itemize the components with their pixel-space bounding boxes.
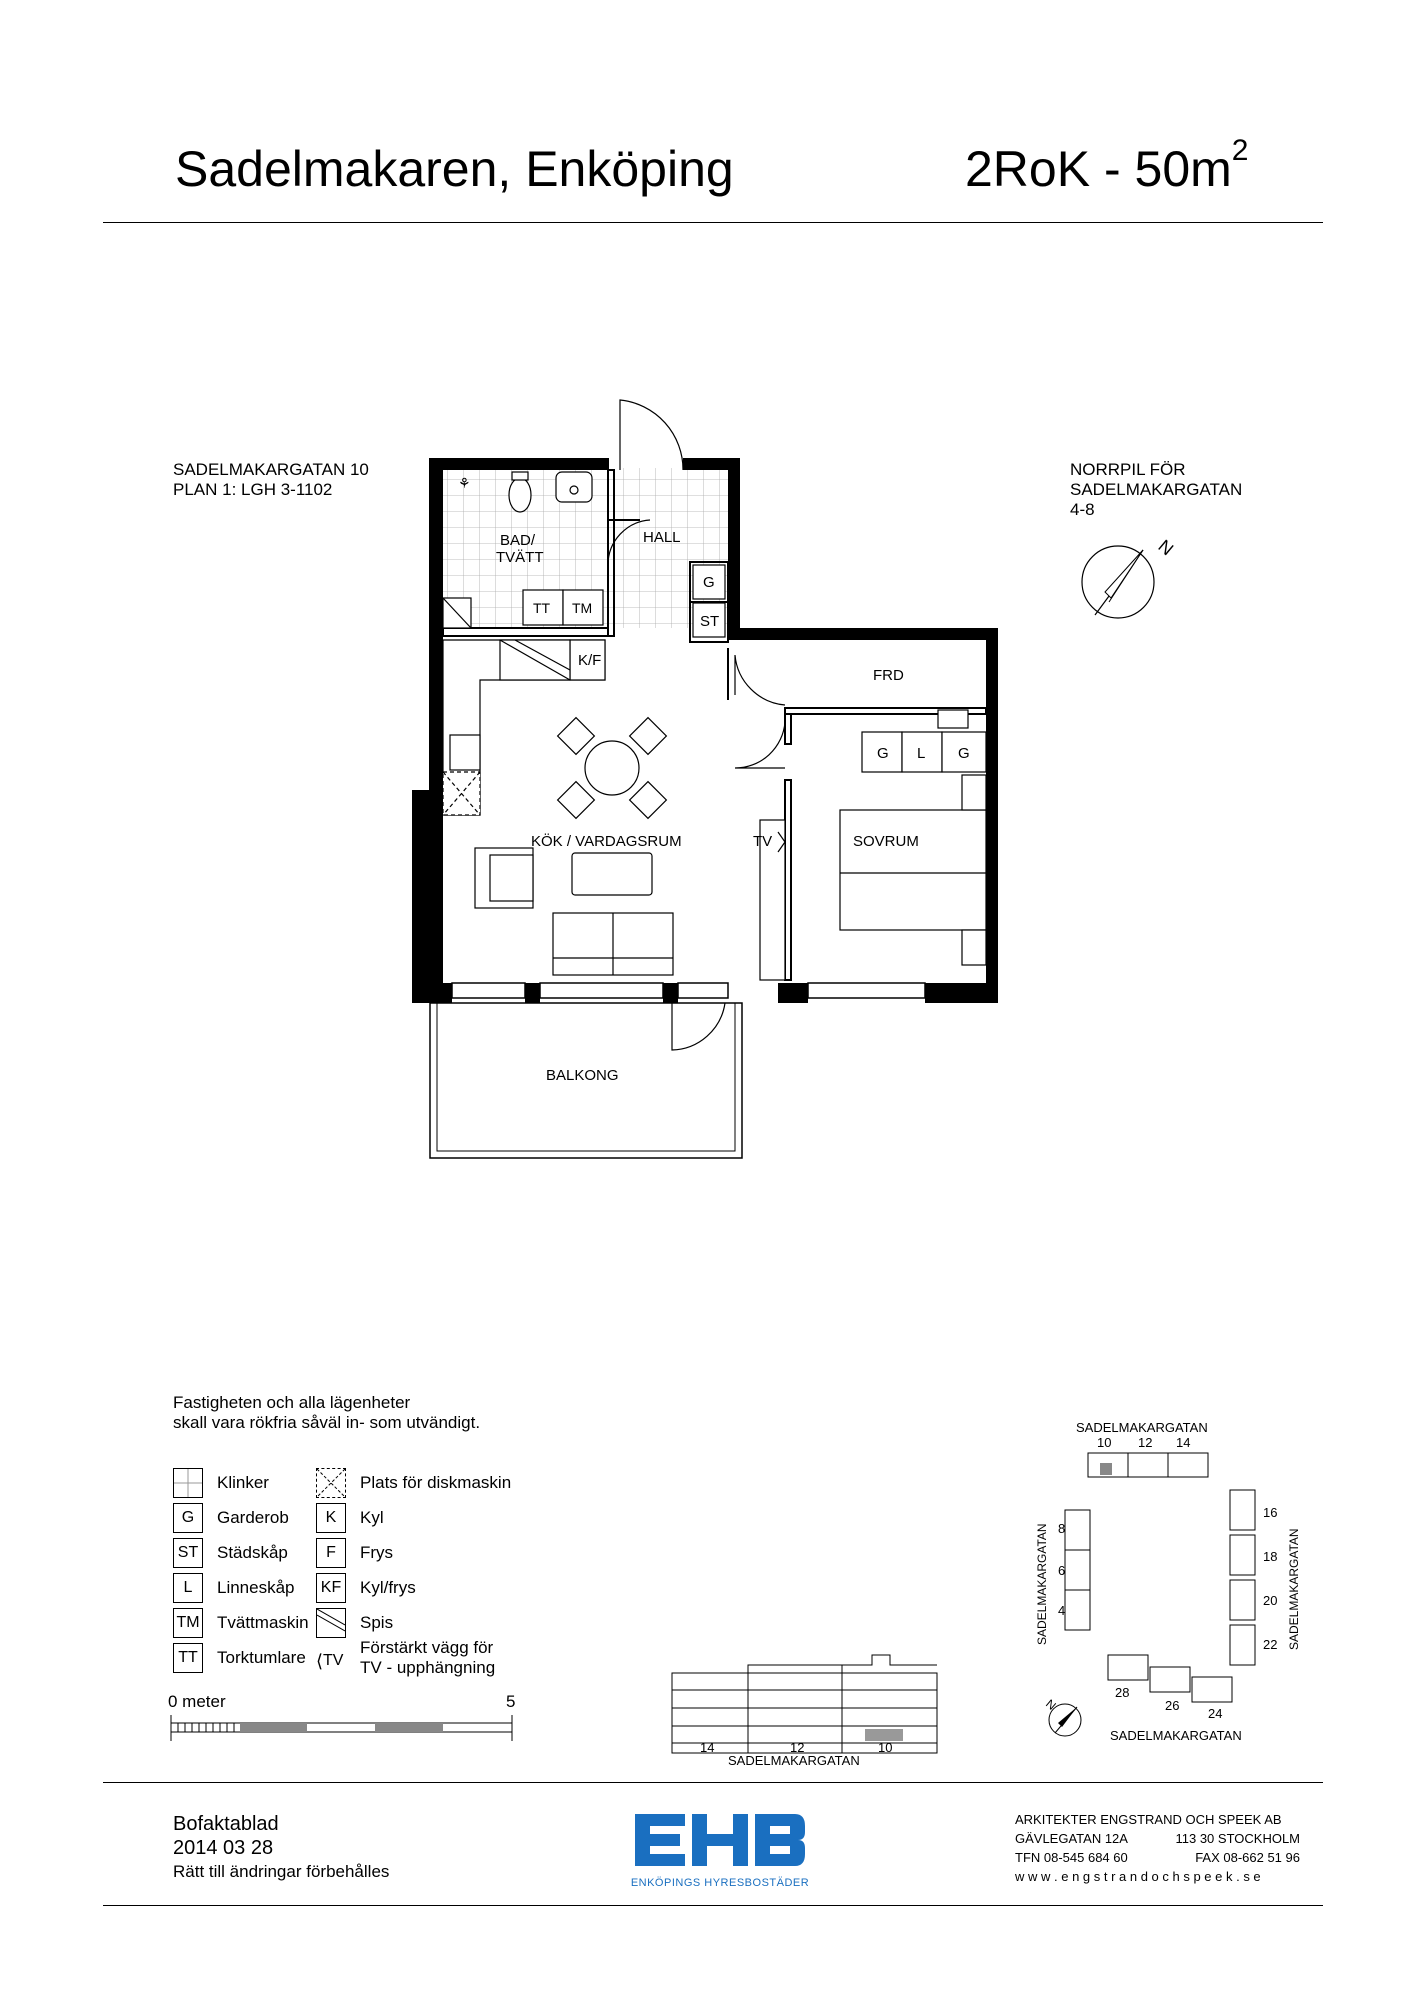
legend-kylfrys: [316, 1573, 416, 1603]
legend-label: Torktumlare: [217, 1648, 306, 1667]
legend-spis: [316, 1608, 393, 1638]
footer-left: [173, 1812, 389, 1884]
legend-code: KF: [316, 1573, 346, 1603]
smoke-note-line2: skall vara rökfria såväl in- som utvändigt.: [173, 1413, 481, 1432]
legend-label: Plats för diskmaskin: [360, 1473, 512, 1492]
legend-label: Frys: [360, 1543, 394, 1562]
page-title: Sadelmakaren, Enköping: [175, 141, 734, 197]
label-kf: K/F: [578, 652, 602, 669]
label-tt: TT: [533, 600, 551, 616]
room-frd: FRD: [873, 667, 904, 684]
label-st-hall: ST: [700, 613, 720, 630]
site-street-left: SADELMAKARGATAN: [1035, 1523, 1049, 1645]
architect-web[interactable]: w w w . e n g s t r a n d o c h s p e e k . s e: [1015, 1869, 1261, 1884]
label-l-bed: L: [917, 745, 926, 762]
site-n4: 4: [1058, 1603, 1066, 1618]
legend-code: TT: [173, 1643, 203, 1673]
north-note-line1: NORRPIL FÖR: [1070, 460, 1186, 479]
frd-unit: [938, 710, 968, 728]
legend-klinker: [173, 1468, 269, 1498]
address-line1: SADELMAKARGATAN 10: [173, 460, 369, 479]
site-n24: 24: [1208, 1706, 1223, 1721]
architect-fax: FAX 08-662 51 96: [1195, 1850, 1300, 1865]
legend-label-2: TV - upphängning: [360, 1658, 496, 1677]
site-n26: 26: [1165, 1698, 1180, 1713]
north-note-line2: SADELMAKARGATAN: [1070, 480, 1243, 499]
site-n6: 6: [1058, 1563, 1066, 1578]
site-north-icon: [1043, 1697, 1081, 1736]
legend-code: TV: [323, 1652, 344, 1669]
doc-type: Bofaktablad: [173, 1813, 279, 1835]
label-g-hall: G: [703, 574, 715, 591]
scale-end: 5: [506, 1692, 516, 1711]
legend-code: F: [316, 1538, 346, 1568]
legend-label: Förstärkt vägg för: [360, 1638, 494, 1657]
room-bath: BAD/: [500, 532, 536, 549]
site-n10: 10: [1097, 1435, 1112, 1450]
site-street-right: SADELMAKARGATAN: [1287, 1528, 1301, 1650]
north-arrow-letter: N: [1154, 535, 1178, 560]
shower-icon: ⚘: [458, 475, 471, 491]
site-n22: 22: [1263, 1637, 1278, 1652]
room-hall: HALL: [643, 529, 681, 546]
legend-stadskap: [173, 1538, 288, 1568]
legend-label: Kyl: [360, 1508, 384, 1527]
label-tm: TM: [572, 600, 593, 616]
site-n20: 20: [1263, 1593, 1278, 1608]
tv-wall-legend-icon: ⟨ TV: [316, 1646, 346, 1676]
site-n16: 16: [1263, 1505, 1278, 1520]
scale-bar: [170, 1715, 515, 1745]
legend-label: Tvättmaskin: [217, 1613, 309, 1632]
site-n12: 12: [1138, 1435, 1153, 1450]
scale-start: 0 meter: [168, 1692, 226, 1711]
windows: [452, 983, 925, 998]
stove-icon: [316, 1608, 346, 1638]
smoke-note: [173, 1393, 480, 1433]
doc-date: 2014 03 28: [173, 1837, 274, 1859]
site-n28: 28: [1115, 1685, 1130, 1700]
logo-caption: ENKÖPINGS HYRESBOSTÄDER: [630, 1877, 810, 1889]
site-street-bottom: SADELMAKARGATAN: [1110, 1728, 1242, 1743]
klinker-icon: [173, 1468, 203, 1498]
dining-table: [558, 718, 667, 819]
smoke-note-line1: Fastigheten och alla lägenheter: [173, 1393, 411, 1412]
unit-type-text: 2RoK - 50m: [965, 141, 1232, 197]
architect-block: [1015, 1810, 1300, 1886]
elev-10: 10: [878, 1740, 893, 1755]
bed: [840, 775, 986, 965]
address-line2: PLAN 1: LGH 3-1102: [173, 480, 333, 499]
legend-label: Linneskåp: [217, 1578, 295, 1597]
dishwasher-icon: [316, 1468, 346, 1498]
architect-name: ARKITEKTER ENGSTRAND OCH SPEEK AB: [1015, 1812, 1282, 1827]
elev-12: 12: [790, 1740, 805, 1755]
north-note-line3: 4-8: [1070, 500, 1095, 519]
site-highlight: [1100, 1463, 1112, 1475]
elev-street: SADELMAKARGATAN: [728, 1753, 860, 1765]
room-bath-2: TVÄTT: [496, 549, 544, 566]
legend-tv-wall: [316, 1638, 495, 1678]
site-n14: 14: [1176, 1435, 1191, 1450]
legend-label: Städskåp: [217, 1543, 288, 1562]
site-n8: 8: [1058, 1521, 1066, 1536]
footer-rule-bottom: [103, 1905, 1323, 1906]
legend-label: Garderob: [217, 1508, 289, 1527]
legend-diskmaskin: [316, 1468, 511, 1498]
legend-code: ST: [173, 1538, 203, 1568]
site-buildings: [1065, 1453, 1255, 1702]
architect-city: 113 30 STOCKHOLM: [1175, 1831, 1300, 1846]
room-bedroom: SOVRUM: [853, 833, 919, 850]
legend-frys: [316, 1538, 393, 1568]
legend-code: G: [173, 1503, 203, 1533]
site-street-top: SADELMAKARGATAN: [1076, 1420, 1208, 1435]
unit-superscript: 2: [1231, 134, 1249, 167]
legend-code: TM: [173, 1608, 203, 1638]
legend-label: Klinker: [217, 1473, 269, 1492]
legend-linneskap: [173, 1573, 295, 1603]
legend-label: Spis: [360, 1613, 394, 1632]
logo: [630, 1808, 810, 1889]
legend-tvattmaskin: [173, 1608, 309, 1638]
ehb-logo-icon: [630, 1808, 810, 1872]
legend-garderob: [173, 1503, 289, 1533]
room-balcony: BALKONG: [546, 1067, 619, 1084]
architect-phone: TFN 08-545 684 60: [1015, 1850, 1128, 1865]
legend-torktumlare: [173, 1643, 306, 1673]
label-g-bed2: G: [958, 745, 970, 762]
site-n18: 18: [1263, 1549, 1278, 1564]
legend-code: K: [316, 1503, 346, 1533]
elev-14: 14: [700, 1740, 715, 1755]
label-g-bed1: G: [877, 745, 889, 762]
site-plan: [1020, 1415, 1325, 1755]
footer-rule-top: [103, 1782, 1323, 1783]
room-kitchen-living: KÖK / VARDAGSRUM: [531, 833, 682, 850]
legend-code: L: [173, 1573, 203, 1603]
disclaimer: Rätt till ändringar förbehålles: [173, 1862, 390, 1881]
site-north-letter: N: [1043, 1696, 1059, 1713]
architect-street: GÄVLEGATAN 12A: [1015, 1831, 1128, 1846]
legend-label: Kyl/frys: [360, 1578, 416, 1597]
elevation-drawing: [660, 1640, 950, 1765]
label-tv: TV: [753, 833, 773, 850]
legend-kyl: [316, 1503, 384, 1533]
